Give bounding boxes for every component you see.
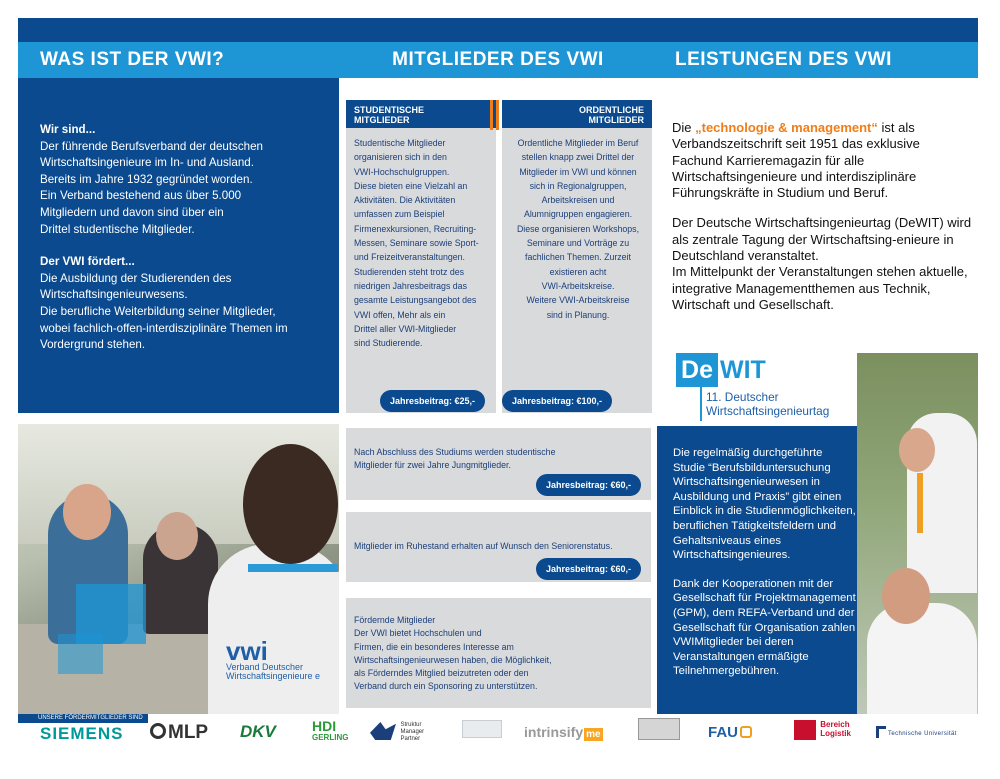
about-line: wobei fachlich-offen-interdisziplinäre Themen im <box>40 321 288 335</box>
senior-fee-badge: Jahresbeitrag: €60,- <box>536 558 641 580</box>
text-line: als Förderndes Mitglied beizutreten oder den <box>354 668 529 679</box>
text-line: Arbeitskreisen und <box>541 195 615 206</box>
study-paragraph: Die regelmäßig durchgeführte Studie “Berufsbilduntersuchung Wirtschaftsingenieurwesen in Ausbildung und Praxis” gibt einen Einblick in die Studienmöglichkeiten, beruflichen Tätigkeitsfeldern und Gehaltsniveaus eines Wirtschaftsingenieures. <box>673 447 856 562</box>
text-line: VWI-Arbeitskreise. <box>541 280 615 291</box>
about-line: Wirtschaftsingenieurwesens. <box>40 288 188 302</box>
section-title-members: MITGLIEDER DES VWI <box>392 49 604 70</box>
text-line: Verband durch ein Sponsoring zu unterstützen. <box>354 681 538 692</box>
text-line: Aktivitäten. Die Aktivitäten <box>354 195 456 206</box>
services-text <box>672 120 972 313</box>
about-block <box>18 78 339 413</box>
vwi-shirt-logo <box>226 636 321 681</box>
text-line: sich in Regionalgruppen, <box>529 180 627 191</box>
text-line: gesamte Leistungsangebot des <box>354 295 477 306</box>
siemens-logo[interactable]: SIEMENS <box>40 724 124 743</box>
student-members-text <box>354 136 490 350</box>
study-block <box>657 426 857 714</box>
about-text <box>40 122 330 354</box>
header-leistungen <box>657 42 978 78</box>
bereich-line: Logistik <box>820 729 851 738</box>
top-band <box>18 18 978 42</box>
text-line: Der VWI bietet Hochschulen und <box>354 628 482 639</box>
mlp-logo[interactable] <box>150 722 208 744</box>
event-photo <box>857 353 978 714</box>
about-line: Bereits im Jahre 1932 gegründet worden. <box>40 172 253 186</box>
regular-members-text <box>510 136 646 322</box>
sponsor-label: UNSERE FÖRDERMITGLIEDER SIND <box>18 714 148 723</box>
text-line: Drittel aller VWI-Mitglieder <box>354 323 457 334</box>
text-line: VWI offen, Mehr als ein <box>354 309 446 320</box>
regular-members-title <box>502 100 652 128</box>
student-fee-badge: Jahresbeitrag: €25,- <box>380 390 485 412</box>
intrinsify-me: me <box>586 729 601 740</box>
text-line: und Freizeitveranstaltungen. <box>354 252 466 263</box>
tu-block-icon <box>794 720 816 740</box>
text-line: fachlichen Themen. Zurzeit <box>525 252 631 263</box>
text-line: Nach Abschluss des Studiums werden studentische <box>354 447 556 457</box>
text-line: umfassen zum Beispiel <box>354 209 445 220</box>
text-line: Studentische Mitglieder <box>354 138 446 148</box>
about-line: Mitgliedern und davon sind über ein <box>40 205 224 219</box>
dewit-sub-line: Wirtschaftsingenieurtag <box>706 403 830 418</box>
cooperation-paragraph: Dank der Kooperationen mit der Gesellschaft für Projektmanagement (GPM), dem REFA-Verband und der Gesellschaft für Organisation zahlen VWIMitglieder bei deren Veranstaltungen ermäßigte Teilnehmergebühren. <box>673 577 856 678</box>
partner-logo-small[interactable] <box>462 720 502 738</box>
dewit-sub-line: 11. Deutscher <box>706 390 779 404</box>
fau-text: FAU <box>708 724 738 741</box>
text-line: Ordentliche Mitglieder im Beruf <box>517 138 639 148</box>
student-members-box <box>346 100 496 413</box>
magazine-prefix: Die <box>672 120 696 135</box>
title-line: MITGLIEDER <box>354 115 410 125</box>
hdi-text: HDI <box>312 718 337 734</box>
smp-line: Partner <box>400 736 421 742</box>
fau-icon <box>740 726 752 738</box>
text-line: organisieren sich in den <box>354 152 447 163</box>
text-line: Firmenexkursionen, Recruiting- <box>354 223 477 234</box>
lion-icon <box>370 722 396 740</box>
bereich-line: Bereich <box>820 720 850 729</box>
decor-square <box>58 634 103 674</box>
magazine-suffix: ist als Verbandszeitschrift seit 1951 das exklusive Fachund Karrieremagazin für alle Wirtschaftsingenieure und interdisziplinäre Führungskräfte in Studium und Beruf. <box>672 120 920 201</box>
dewit-paragraph: Der Deutsche Wirtschaftsingenieurtag (DeWIT) wird als zentrale Tagung der Wirtschaftsing-enieure in Deutschland veranstaltet. <box>672 215 972 264</box>
dewit-wit: WIT <box>720 356 766 384</box>
text-line: sind in Planung. <box>546 309 610 320</box>
dkv-logo[interactable]: DKV <box>240 722 276 741</box>
section-title-services: LEISTUNGEN DES VWI <box>675 49 892 70</box>
smp-line: Struktur <box>400 722 422 728</box>
about-line: Drittel studentische Mitglieder. <box>40 222 195 236</box>
text-line: Diese bieten eine Vielzahl an <box>354 180 468 191</box>
text-line: Wirtschaftsingenieurwesen haben, die Möglichkeit, <box>354 654 552 665</box>
about-heading-foerdert: Der VWI fördert... <box>40 255 135 269</box>
text-line: Alumnigruppen engagieren. <box>523 209 633 220</box>
about-heading-wir-sind: Wir sind... <box>40 123 96 136</box>
hdi-sub: GERLING <box>312 733 349 742</box>
tu-logo[interactable] <box>876 726 957 738</box>
vwi-logo-line: Verband Deutscher <box>226 662 304 672</box>
magazine-paragraph <box>672 120 972 201</box>
text-line: existieren acht <box>549 266 607 277</box>
about-line: Wirtschaftsingenieure im In- und Ausland. <box>40 156 254 170</box>
header-was-ist-der-vwi <box>18 42 339 78</box>
section-title-about: WAS IST DER VWI? <box>40 49 225 70</box>
tu-icon <box>876 726 886 738</box>
smp-line: Manager <box>400 729 425 735</box>
text-line: Diese organisieren Workshops, <box>516 223 640 234</box>
about-line: Vordergrund stehen. <box>40 338 146 352</box>
bereich-logistik-logo[interactable] <box>794 720 851 740</box>
vwi-logo-mark: vwi <box>226 636 268 666</box>
text-line: Firmen, die ein besonderes Interesse am <box>354 641 514 652</box>
regular-fee-badge: Jahresbeitrag: €100,- <box>502 390 612 412</box>
text-line: sind Studierende. <box>354 338 423 349</box>
text-line: Messen, Seminare sowie Sport- <box>354 238 479 249</box>
title-line: STUDENTISCHE <box>354 105 425 115</box>
text-line: Mitglieder im VWI und können <box>519 166 637 177</box>
about-line: Die Ausbildung der Studierenden des <box>40 271 232 285</box>
about-line: Ein Verband bestehend aus über 5.000 <box>40 189 242 203</box>
partner-logo-gray[interactable] <box>638 718 680 740</box>
fau-logo[interactable] <box>708 724 752 741</box>
junior-fee-badge: Jahresbeitrag: €60,- <box>536 474 641 496</box>
text-line: Studierenden steht trotz des <box>354 266 465 277</box>
about-line: Die berufliche Weiterbildung seiner Mitglieder, <box>40 304 276 318</box>
hdi-logo[interactable] <box>312 720 348 742</box>
tu-text: Technische Universität <box>888 731 957 737</box>
mlp-icon <box>150 723 166 739</box>
text-line: Fördernde Mitglieder <box>354 615 436 625</box>
text-line: VWI-Hochschulgruppen. <box>354 166 450 177</box>
smp-logo[interactable] <box>370 722 424 743</box>
orange-accent <box>496 100 499 130</box>
meeting-photo <box>18 424 339 714</box>
intrinsify-logo[interactable] <box>524 724 603 740</box>
dewit-de: De <box>676 353 718 387</box>
intrinsify-text: intrinsify <box>524 724 584 740</box>
regular-members-box <box>502 100 652 413</box>
senior-text: Mitglieder im Ruhestand erhalten auf Wunsch den Seniorenstatus. <box>354 541 613 551</box>
magazine-name: „technologie & management“ <box>695 120 878 135</box>
study-text <box>673 446 857 679</box>
vwi-logo-line: Wirtschaftsingenieure e <box>226 671 321 681</box>
orange-accent <box>490 100 493 130</box>
text-line: niedrigen Jahresbeitrags das <box>354 280 467 291</box>
text-line: Mitglieder für zwei Jahre Jungmitglieder. <box>354 460 511 471</box>
student-members-title <box>346 100 496 128</box>
supporting-members-panel <box>346 598 651 708</box>
header-mitglieder <box>339 42 657 78</box>
title-line: MITGLIEDER <box>588 115 644 125</box>
text-line: Seminare und Vorträge zu <box>526 238 630 249</box>
about-line: Der führende Berufsverband der deutschen <box>40 139 263 153</box>
focus-paragraph: Im Mittelpunkt der Veranstaltungen stehen aktuelle, integrative Managementthemen aus Technik, Wirtschaft und Gesellschaft. <box>672 264 968 312</box>
text-line: Weitere VWI-Arbeitskreise <box>526 295 630 306</box>
mlp-text: MLP <box>168 722 209 743</box>
text-line: stellen knapp zwei Drittel der <box>521 152 635 163</box>
title-line: ORDENTLICHE <box>579 105 644 115</box>
